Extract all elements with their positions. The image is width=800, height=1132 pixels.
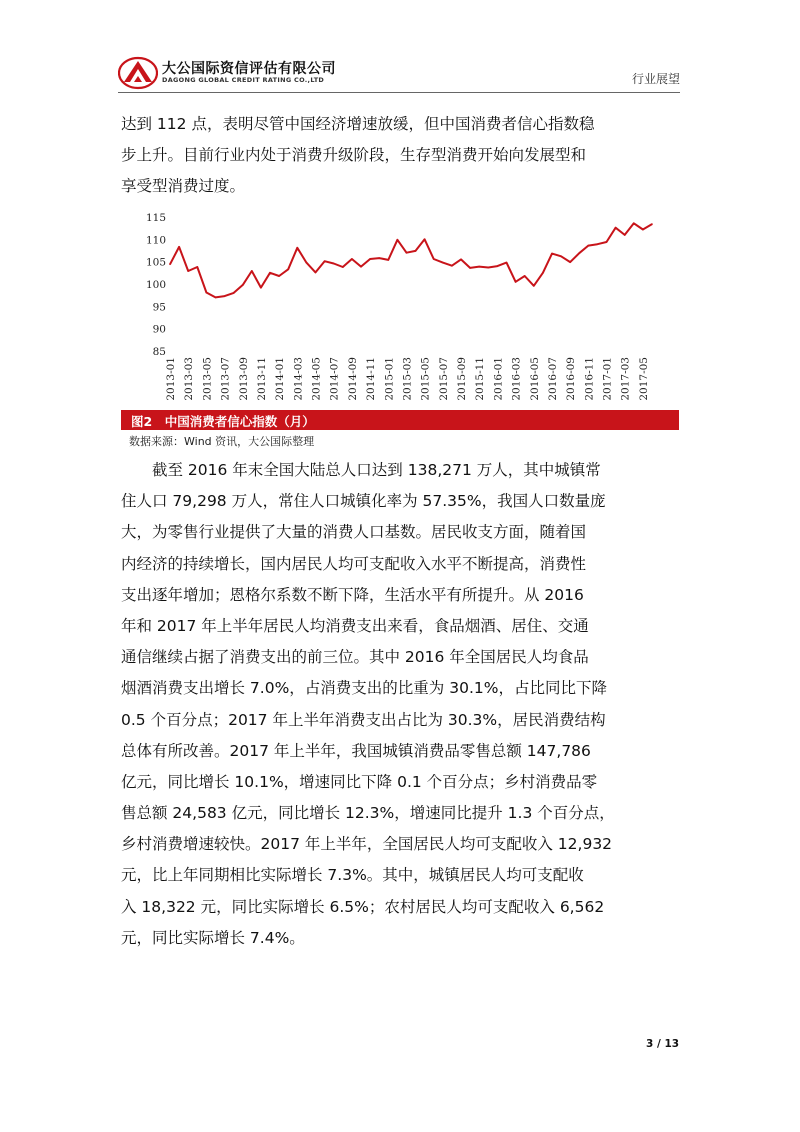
data-point	[242, 284, 244, 286]
data-point	[297, 247, 299, 249]
x-tick-label: 2016-11	[583, 356, 596, 401]
consumer-confidence-chart	[122, 205, 680, 410]
data-point	[206, 292, 208, 294]
data-point	[260, 287, 262, 289]
data-point	[351, 258, 353, 260]
data-point	[333, 263, 335, 265]
data-point	[542, 272, 544, 274]
paragraph-line: 售总额 24,583 亿元，同比增长 12.3%，增速同比提升 1.3 个百分点，	[121, 804, 615, 823]
paragraph-line: 年和 2017 年上半年居民人均消费支出来看，食品烟酒、居住、交通	[121, 616, 589, 635]
dagong-logo-icon	[118, 56, 158, 90]
data-point	[178, 246, 180, 248]
x-tick-label: 2013-07	[219, 357, 232, 401]
y-tick-label: 105	[145, 256, 166, 269]
data-point	[551, 253, 553, 255]
x-tick-label: 2013-03	[183, 357, 196, 401]
x-tick-label: 2014-09	[346, 357, 359, 401]
data-point	[406, 252, 408, 254]
data-point	[506, 262, 508, 264]
data-point	[588, 245, 590, 247]
x-tick-label: 2017-01	[601, 357, 614, 401]
y-tick-label: 85	[152, 346, 166, 358]
data-point	[460, 259, 462, 261]
paragraph-line: 乡村消费增速较快。2017 年上半年，全国居民人均可支配收入 12,932	[121, 835, 613, 854]
paragraph-line: 步上升。目前行业内处于消费升级阶段，生存型消费开始向发展型和	[121, 146, 587, 165]
x-tick-label: 2015-03	[401, 357, 414, 401]
x-tick-label: 2014-01	[274, 357, 287, 401]
y-tick-label: 110	[145, 234, 166, 247]
y-tick-label: 115	[145, 212, 166, 224]
figure-source: 数据来源：Wind 资讯，大公国际整理	[129, 435, 315, 448]
paragraph-line: 大，为零售行业提供了大量的消费人口基数。居民收支方面，随着国	[121, 523, 587, 542]
data-point	[287, 269, 289, 271]
data-point	[533, 285, 535, 287]
data-point	[251, 270, 253, 272]
y-tick-label: 90	[152, 323, 166, 336]
x-tick-label: 2013-11	[255, 357, 268, 401]
data-point	[633, 223, 635, 225]
paragraph-line: 烟酒消费支出增长 7.0%，占消费支出的比重为 30.1%，占比同比下降	[121, 679, 607, 698]
data-point	[451, 265, 453, 267]
data-point	[624, 234, 626, 236]
paragraph-line: 通信继续占据了消费支出的前三位。其中 2016 年全国居民人均食品	[121, 648, 589, 667]
data-point	[360, 266, 362, 268]
data-point	[169, 264, 171, 266]
x-tick-label: 2017-05	[637, 357, 650, 401]
data-point	[515, 281, 517, 283]
x-tick-label: 2015-05	[419, 357, 432, 401]
data-point	[560, 256, 562, 258]
paragraph-line: 元，比上年同期相比实际增长 7.3%。其中，城镇居民人均可支配收	[121, 866, 584, 885]
paragraph-line: 亿元，同比增长 10.1%，增速同比下降 0.1 个百分点；乡村消费品零	[121, 772, 598, 791]
data-point	[651, 223, 653, 225]
section-title: 行业展望	[631, 72, 680, 86]
data-point	[442, 262, 444, 264]
data-point	[578, 252, 580, 254]
data-point	[497, 265, 499, 267]
paragraph-2	[121, 455, 679, 954]
paragraph-line: 入 18,322 元，同比实际增长 6.5%；农村居民人均可支配收入 6,562	[121, 897, 605, 916]
figure-caption: 图2 中国消费者信心指数（月）	[131, 414, 315, 429]
x-tick-label: 2016-07	[546, 357, 559, 401]
x-tick-label: 2014-11	[365, 357, 378, 401]
x-tick-label: 2016-03	[510, 357, 523, 401]
data-point	[615, 227, 617, 229]
data-point	[469, 267, 471, 269]
x-tick-label: 2014-07	[328, 357, 341, 401]
paragraph-line: 0.5 个百分点；2017 年上半年消费支出占比为 30.3%，居民消费结构	[121, 710, 606, 729]
data-point	[224, 295, 226, 297]
confidence-index-line	[170, 223, 652, 297]
x-tick-label: 2014-03	[292, 357, 305, 401]
company-name-cn: 大公国际资信评估有限公司	[162, 61, 336, 77]
data-point	[388, 259, 390, 261]
x-tick-label: 2013-05	[201, 357, 214, 401]
y-tick-label: 100	[145, 279, 166, 291]
data-point	[215, 297, 217, 299]
data-point	[478, 266, 480, 268]
paragraph-line: 达到 112 点，表明尽管中国经济增速放缓，但中国消费者信心指数稳	[121, 115, 595, 133]
paragraph-line: 支出逐年增加；恩格尔系数不断下降，生活水平有所提升。从 2016	[121, 585, 584, 604]
x-tick-label: 2013-09	[237, 357, 250, 401]
x-tick-label: 2013-01	[165, 357, 177, 401]
data-point	[433, 258, 435, 260]
paragraph-line: 总体有所改善。2017 年上半年，我国城镇消费品零售总额 147,786	[121, 741, 591, 760]
data-point	[324, 260, 326, 262]
x-tick-label: 2014-05	[310, 357, 323, 401]
data-point	[524, 275, 526, 277]
data-point	[424, 239, 426, 241]
data-point	[278, 275, 280, 277]
paragraph-line: 元，同比实际增长 7.4%。	[121, 928, 305, 947]
x-tick-label: 2016-05	[528, 357, 541, 401]
header-divider	[118, 92, 680, 93]
data-point	[569, 261, 571, 263]
data-point	[342, 266, 344, 268]
data-point	[306, 262, 308, 264]
data-point	[233, 292, 235, 294]
company-name-en: DAGONG GLOBAL CREDIT RATING CO.,LTD	[162, 76, 325, 84]
paragraph-line: 截至 2016 年末全国大陆总人口达到 138,271 万人，其中城镇常	[152, 461, 601, 479]
data-point	[488, 267, 490, 269]
paragraph-line: 内经济的持续增长，国内居民人均可支配收入水平不断提高，消费性	[121, 554, 587, 573]
page-header	[118, 56, 680, 92]
x-tick-label: 2015-09	[456, 357, 469, 401]
data-point	[378, 257, 380, 259]
data-point	[269, 272, 271, 274]
paragraph-line: 住人口 79,298 万人，常住人口城镇化率为 57.35%，我国人口数量庞	[121, 492, 606, 511]
x-tick-label: 2017-03	[619, 357, 632, 401]
data-point	[642, 229, 644, 231]
page-number: 3 / 13	[646, 1038, 680, 1050]
data-point	[187, 270, 189, 272]
x-tick-label: 2015-07	[437, 357, 450, 401]
data-point	[369, 258, 371, 260]
y-tick-label: 95	[152, 301, 166, 314]
data-point	[315, 272, 317, 274]
x-tick-label: 2015-01	[383, 357, 396, 401]
x-tick-label: 2016-09	[565, 357, 578, 401]
data-point	[197, 266, 199, 268]
data-point	[397, 239, 399, 241]
data-point	[415, 250, 417, 252]
x-tick-label: 2015-11	[474, 357, 487, 401]
data-point	[597, 243, 599, 245]
figure-caption-bar	[121, 410, 679, 430]
x-tick-label: 2016-01	[492, 357, 505, 401]
data-point	[606, 241, 608, 243]
paragraph-1	[121, 109, 679, 203]
paragraph-line: 享受型消费过度。	[121, 177, 246, 196]
